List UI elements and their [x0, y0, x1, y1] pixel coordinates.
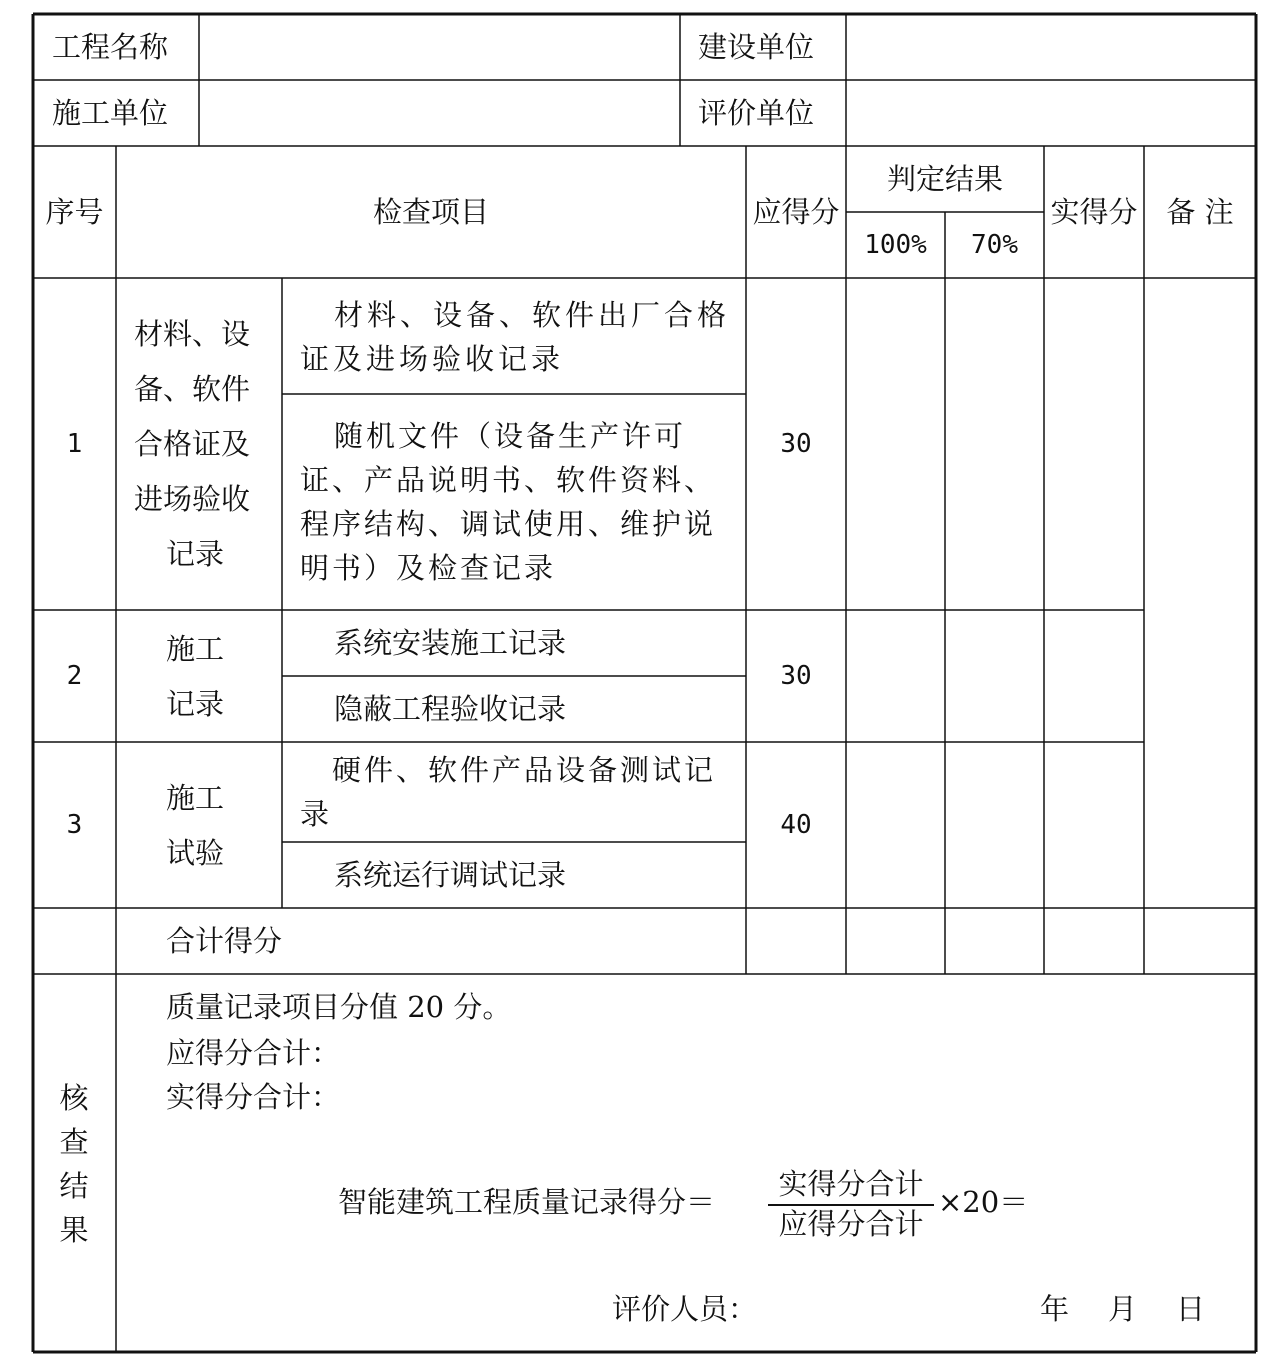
column-header-remarks: 备 注 — [1166, 195, 1234, 229]
project-name-label: 工程名称 — [52, 30, 169, 64]
column-header-item: 检查项目 — [372, 195, 489, 229]
review-line-due-total: 应得分合计： — [166, 1036, 341, 1070]
date-month: 月 — [1108, 1292, 1138, 1326]
row-2-category-line: 记录 — [166, 687, 225, 721]
row-2-item-1: 系统安装施工记录 — [334, 626, 567, 660]
row-3-due-score: 40 — [780, 810, 812, 840]
row-3-category-line: 试验 — [166, 836, 225, 870]
construction-unit-label: 建设单位 — [698, 30, 815, 64]
row-1-due-score: 30 — [780, 429, 812, 459]
row-1-category-line: 合格证及 — [134, 427, 251, 461]
column-header-pct-100: 100% — [864, 230, 927, 260]
row-1-item-2: 随机文件（设备生产许可证、产品说明书、软件资料、程序结构、调试使用、维护说明书）及检查记录 — [300, 419, 717, 585]
column-header-actual-score: 实得分 — [1050, 195, 1138, 229]
row-2-seq: 2 — [66, 661, 83, 691]
row-1-seq: 1 — [66, 429, 83, 459]
row-1-category-line: 材料、设 — [134, 317, 251, 351]
total-score-label: 合计得分 — [166, 924, 283, 958]
evaluator-label: 评价人员： — [612, 1292, 758, 1326]
row-3-item-1: 硬件、软件产品设备测试记录 — [300, 753, 717, 831]
row-2-item-2: 隐蔽工程验收记录 — [334, 692, 567, 726]
row-2-category-line: 施工 — [166, 632, 225, 666]
row-2-due-score: 30 — [780, 661, 812, 691]
formula-numerator: 实得分合计 — [778, 1167, 924, 1201]
row-3-item-2: 系统运行调试记录 — [334, 858, 567, 892]
formula-denominator: 应得分合计 — [778, 1207, 924, 1241]
review-result-label: 核查结果 — [59, 1081, 89, 1247]
row-3-category-line: 施工 — [166, 781, 225, 815]
column-header-due-score: 应得分 — [752, 195, 840, 229]
row-1-category-line: 进场验收 — [134, 482, 251, 516]
column-header-pct-70: 70% — [971, 230, 1018, 260]
column-header-judgement: 判定结果 — [886, 162, 1003, 196]
row-1-item-1: 材料、设备、软件出厂合格证及进场验收记录 — [300, 298, 731, 376]
date-year: 年 — [1040, 1292, 1070, 1326]
builder-unit-label: 施工单位 — [52, 96, 169, 130]
formula-suffix: ×20＝ — [938, 1185, 1029, 1219]
row-1-category-line: 记录 — [166, 537, 225, 571]
review-line-actual-total: 实得分合计： — [166, 1080, 341, 1114]
row-1-category-line: 备、软件 — [134, 372, 251, 406]
formula-prefix: 智能建筑工程质量记录得分＝ — [338, 1185, 716, 1219]
evaluator-unit-label: 评价单位 — [698, 96, 815, 130]
date-day: 日 — [1176, 1292, 1206, 1326]
review-line-score-value: 质量记录项目分值 20 分。 — [166, 990, 512, 1024]
row-3-seq: 3 — [66, 810, 83, 840]
column-header-seq: 序号 — [45, 195, 104, 229]
